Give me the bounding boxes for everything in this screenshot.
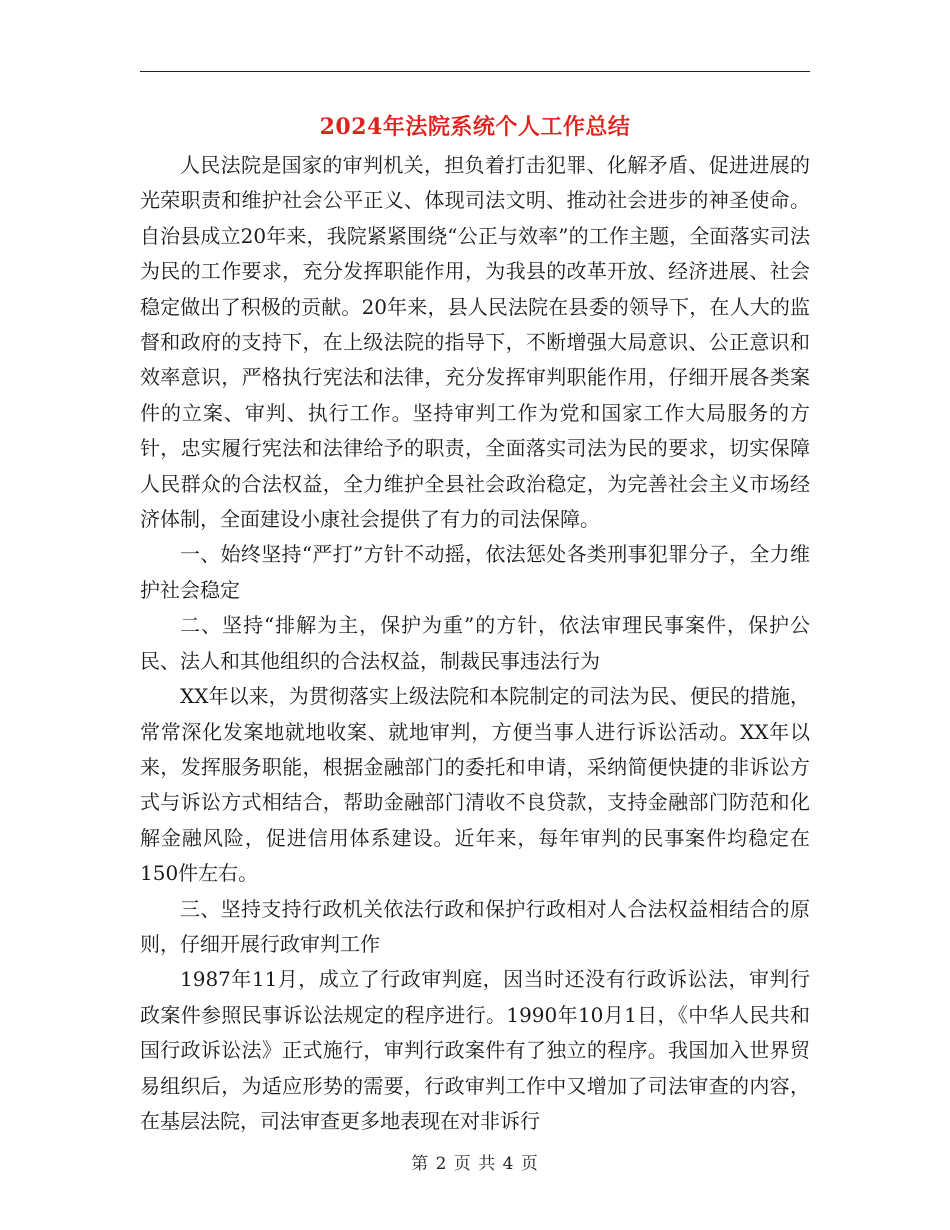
page-number: 第 2 页 共 4 页 [411, 1154, 539, 1174]
intro-paragraph: 人民法院是国家的审判机关，担负着打击犯罪、化解矛盾、促进进展的光荣职责和维护社会公平正义、体现司法文明、推动社会进步的神圣使命。自治县成立20年来，我院紧紧围绕“公正与效率”的工作主题，全面落实司法为民的工作要求，充分发挥职能作用，为我县的改革开放、经济进展、社会稳定做出了积极的贡献。20年来，县人民法院在县委的领导下，在人大的监督和政府的支持下，在上级法院的指导下，不断增强大局意识、公正意识和效率意识，严格执行宪法和法律，充分发挥审判职能作用，仔细开展各类案件的立案、审判、执行工作。坚持审判工作为党和国家工作大局服务的方针，忠实履行宪法和法律给予的职责，全面落实司法为民的要求，切实保障人民群众的合法权益，全力维护全县社会政治稳定，为完善社会主义市场经济体制，全面建设小康社会提供了有力的司法保障。 [140, 153, 810, 532]
administrative-cases-paragraph: 1987年11月，成立了行政审判庭，因当时还没有行政诉讼法，审判行政案件参照民事诉讼法规定的程序进行。1990年10月1日，《中华人民共和国行政诉讼法》正式施行，审判行政案件有了独立的程序。我国加入世界贸易组织后，为适应形势的需要，行政审判工作中又增加了司法审查的内容，在基层法院，司法审查更多地表现在对非诉行 [140, 967, 810, 1133]
section-heading-2: 二、坚持“排解为主，保护为重”的方针，依法审理民事案件，保护公民、法人和其他组织的合法权益，制裁民事违法行为 [140, 613, 810, 673]
section-heading-3: 三、坚持支持行政机关依法行政和保护行政相对人合法权益相结合的原则，仔细开展行政审判工作 [140, 896, 810, 956]
section-heading-1: 一、始终坚持“严打”方针不动摇，依法惩处各类刑事犯罪分子，全力维护社会稳定 [140, 542, 810, 602]
document-title: 2024年法院系统个人工作总结 [319, 114, 631, 140]
document-body [140, 148, 810, 1139]
civil-cases-paragraph: XX年以来，为贯彻落实上级法院和本院制定的司法为民、便民的措施，常常深化发案地就地收案、就地审判，方便当事人进行诉讼活动。XX年以来，发挥服务职能，根据金融部门的委托和申请，采纳简便快捷的非诉讼方式与诉讼方式相结合，帮助金融部门清收不良贷款，支持金融部门防范和化解金融风险，促进信用体系建设。近年来，每年审判的民事案件均稳定在150件左右。 [140, 684, 810, 886]
header-rule [140, 71, 810, 72]
